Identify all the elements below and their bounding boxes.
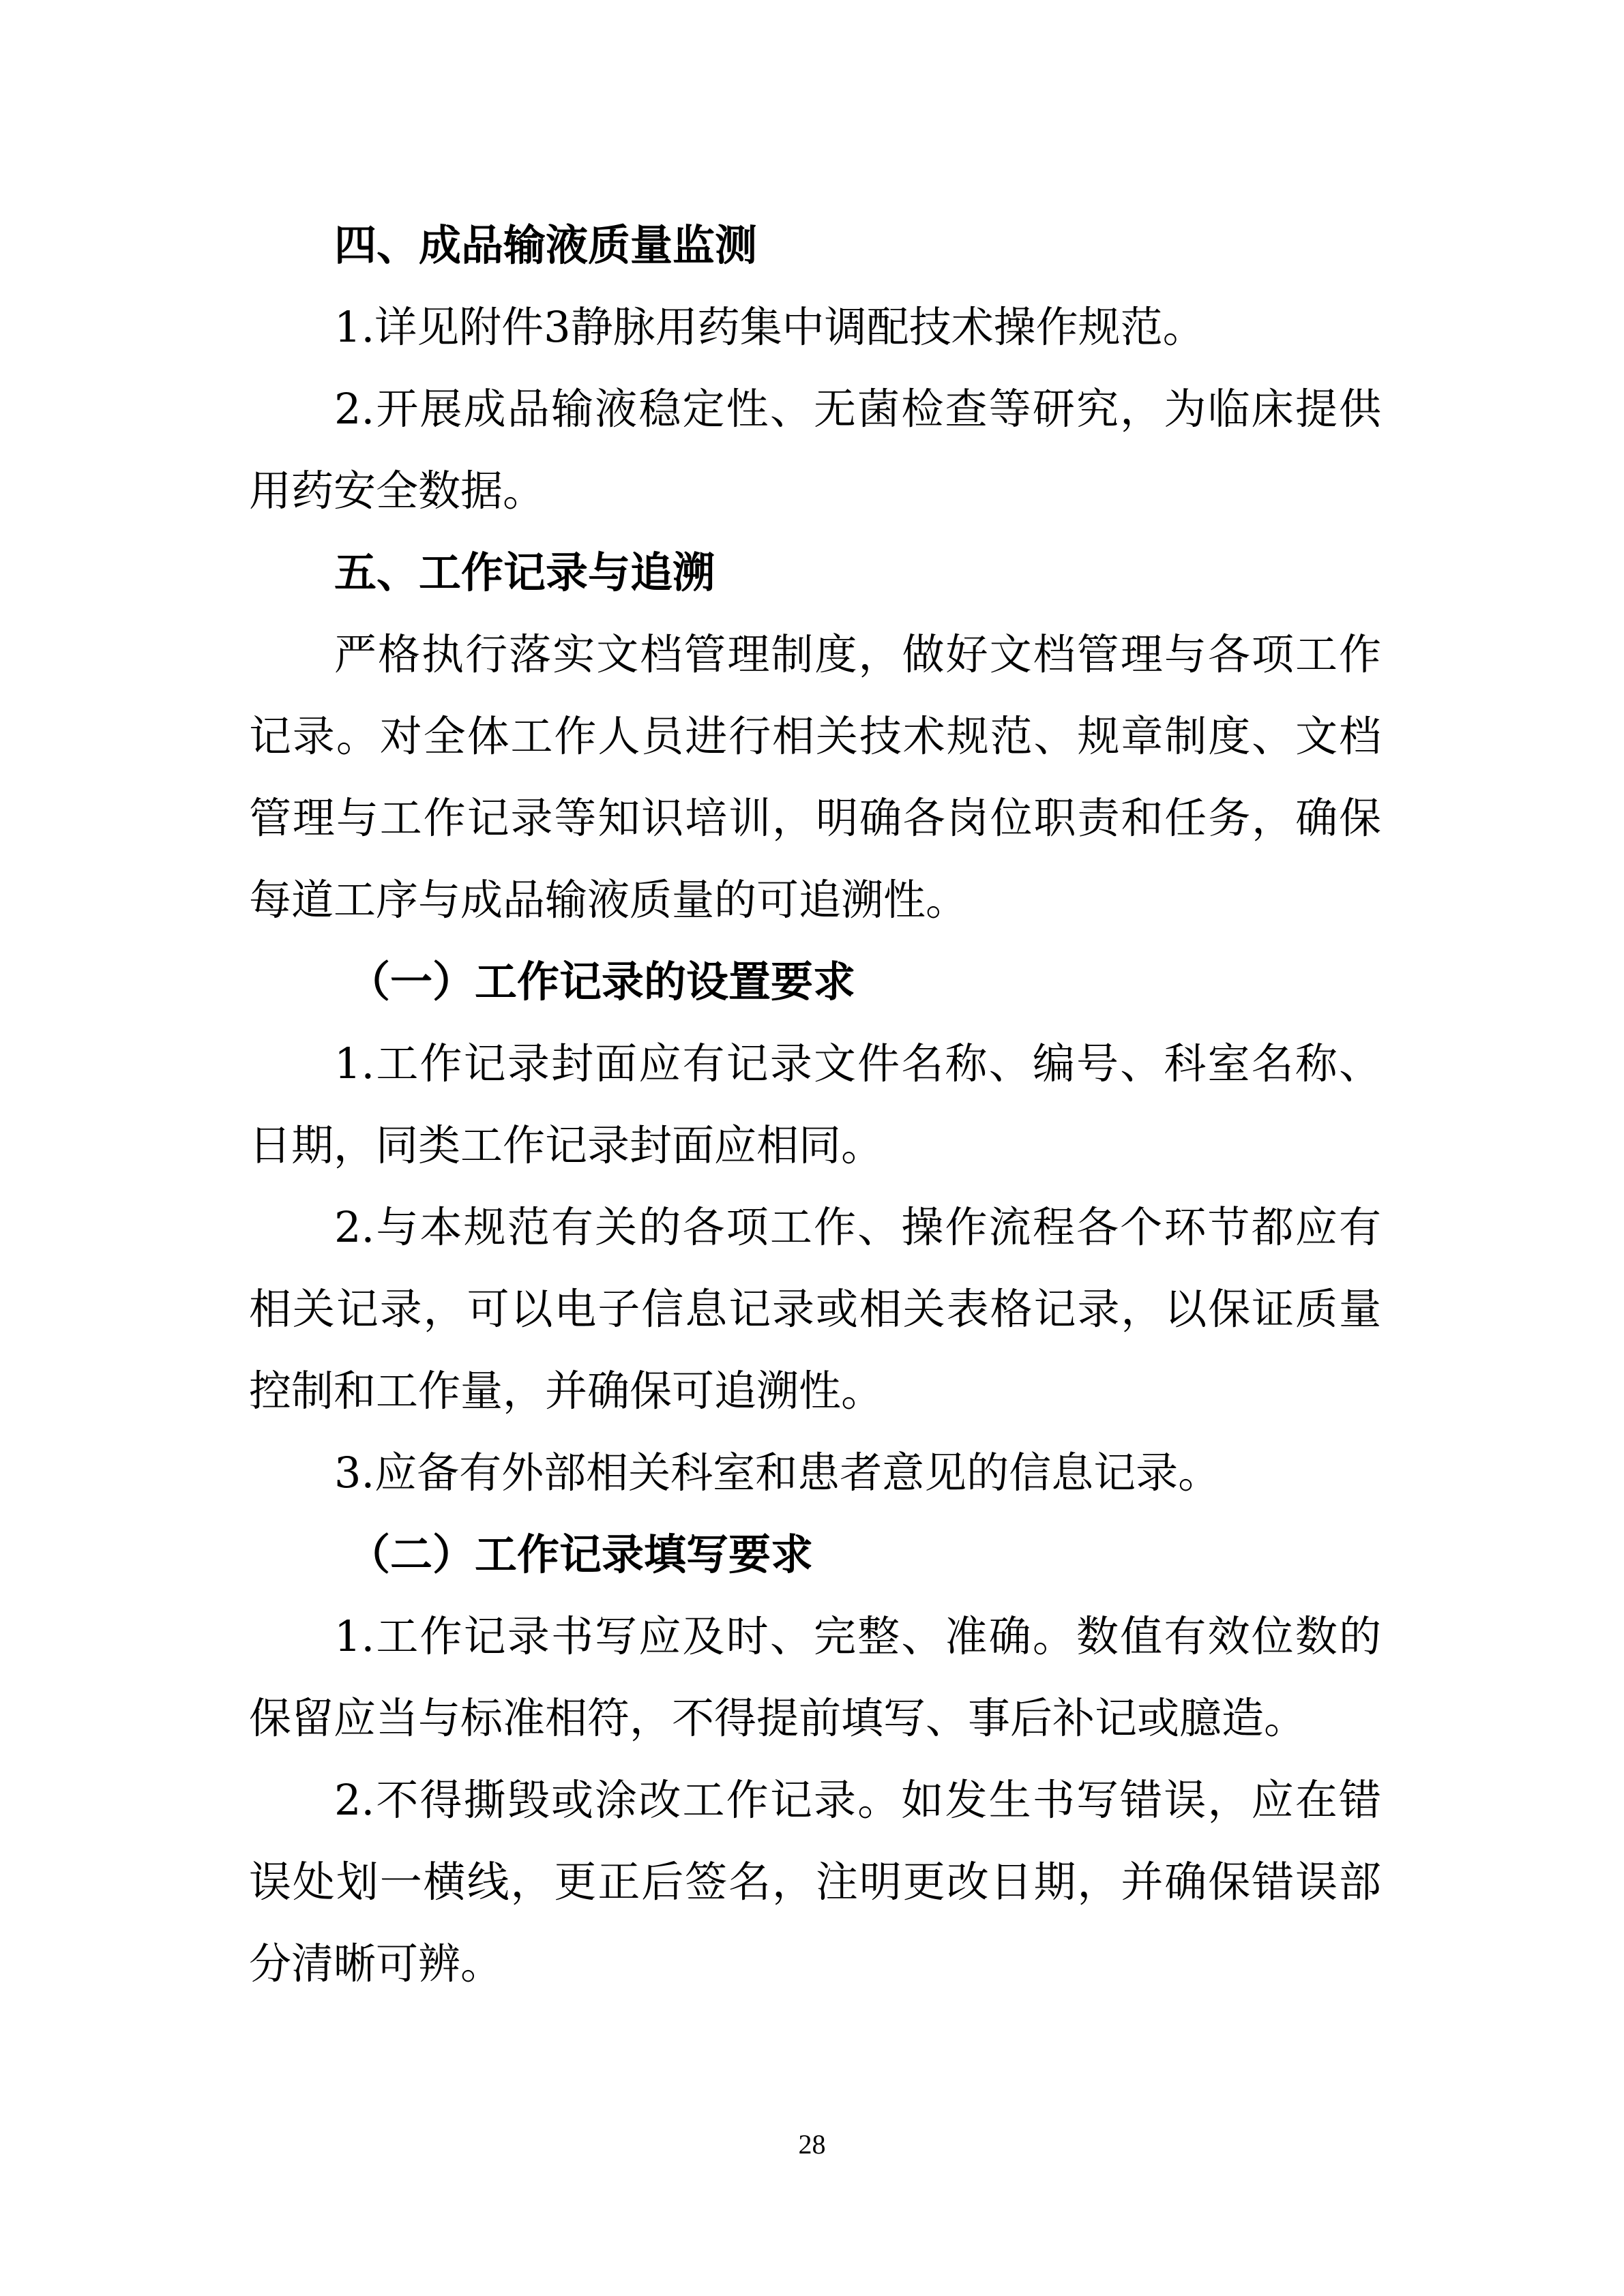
paragraph-line: 用药安全数据。 [249,466,546,516]
paragraph-line: 2.不得撕毁或涂改工作记录。如发生书写错误，应在错 [334,1775,1381,1825]
paragraph-line: 1.详见附件3静脉用药集中调配技术操作规范。 [334,302,1205,352]
paragraph-line: 管理与工作记录等知识培训，明确各岗位职责和任务，确保 [249,793,1381,843]
subsection-heading-1: （一）工作记录的设置要求 [348,957,856,1007]
paragraph-line: 严格执行落实文档管理制度，做好文档管理与各项工作 [334,629,1381,679]
subsection-heading-2: （二）工作记录填写要求 [348,1530,814,1579]
paragraph-line: 相关记录，可以电子信息记录或相关表格记录，以保证质量 [249,1284,1381,1334]
paragraph-line: 保留应当与标准相符，不得提前填写、事后补记或臆造。 [249,1693,1307,1743]
page-number: 28 [798,2129,826,2160]
paragraph-line: 每道工序与成品输液质量的可追溯性。 [249,875,969,925]
section-heading-5: 五、工作记录与追溯 [334,548,715,597]
paragraph-line: 误处划一横线，更正后签名，注明更改日期，并确保错误部 [249,1857,1381,1907]
paragraph-line: 2.与本规范有关的各项工作、操作流程各个环节都应有 [334,1202,1381,1252]
paragraph-line: 1.工作记录书写应及时、完整、准确。数值有效位数的 [334,1611,1381,1661]
paragraph-line: 控制和工作量，并确保可追溯性。 [249,1366,884,1416]
paragraph-line: 1.工作记录封面应有记录文件名称、编号、科室名称、 [334,1039,1381,1088]
paragraph-line: 3.应备有外部相关科室和患者意见的信息记录。 [334,1448,1221,1497]
paragraph-line: 记录。对全体工作人员进行相关技术规范、规章制度、文档 [249,711,1381,761]
paragraph-line: 分清晰可辨。 [249,1939,503,1988]
section-heading-4: 四、成品输液质量监测 [334,220,758,270]
paragraph-line: 2.开展成品输液稳定性、无菌检查等研究，为临床提供 [334,384,1381,434]
paragraph-line: 日期，同类工作记录封面应相同。 [249,1120,884,1170]
